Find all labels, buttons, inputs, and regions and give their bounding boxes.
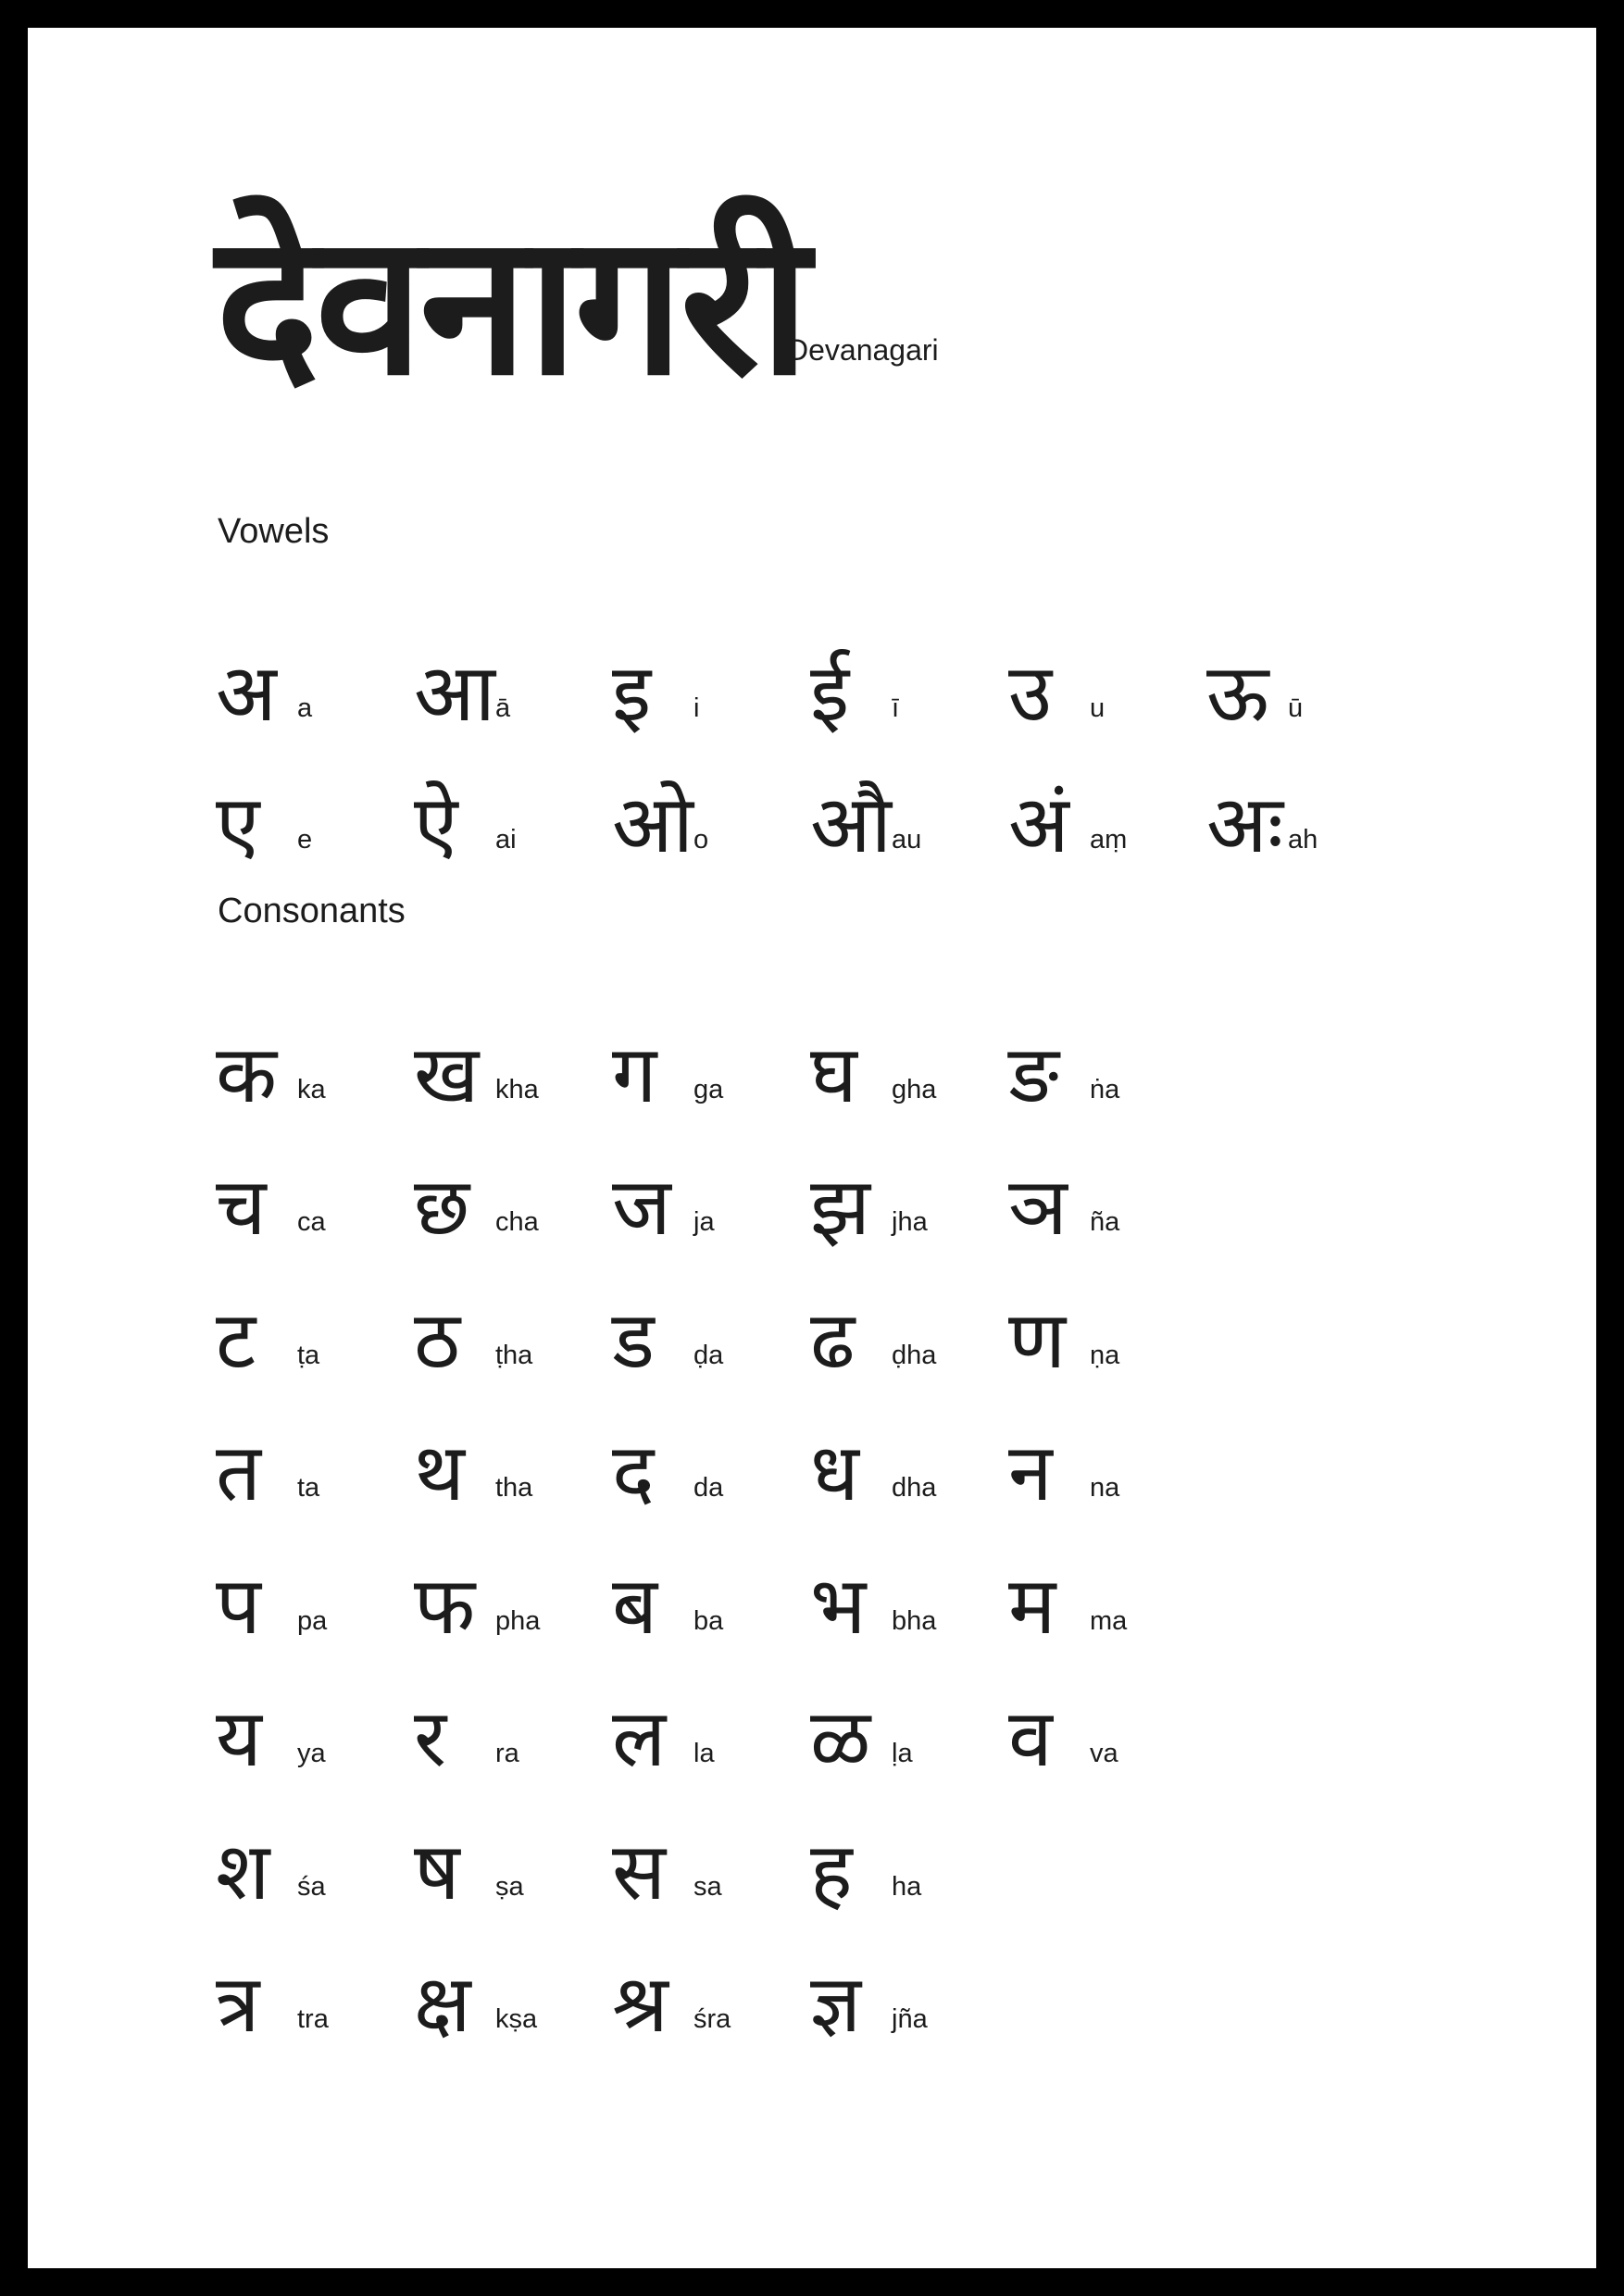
consonant-cell [1008,1247,1206,1387]
consonant-transliteration: pha [495,1605,541,1636]
consonant-cell [612,1513,810,1653]
consonant-cell [810,1778,1008,1918]
consonant-glyph: क [216,1028,278,1121]
consonant-cell [612,1912,810,2051]
consonant-cell [1008,981,1206,1121]
empty-cell [1206,1115,1405,1248]
vowel-cell [1206,733,1405,871]
consonant-glyph: ढ [810,1293,856,1387]
consonant-transliteration: sa [693,1871,722,1902]
vowel-cell [414,733,612,871]
consonant-glyph: ड [612,1293,656,1387]
empty-cell [1206,1513,1405,1646]
vowel-glyph: ऊ [1206,647,1269,740]
consonant-cell [810,981,1008,1121]
poster-sheet [28,28,1596,2268]
vowels-grid [216,602,1405,871]
consonant-cell [612,981,810,1121]
vowel-glyph: अं [1008,779,1069,871]
page-subtitle: Devanagari [787,333,939,367]
consonant-transliteration: ka [297,1074,326,1104]
consonant-glyph: छ [414,1161,470,1254]
consonant-glyph: ल [612,1692,667,1785]
consonant-cell [414,1646,612,1785]
page-title: देवनागरी [216,192,806,418]
consonant-glyph: द [612,1427,655,1519]
consonant-cell [612,1380,810,1519]
consonant-cell [810,1912,1008,2051]
empty-cell [1008,1912,1206,2045]
vowel-glyph: आ [414,647,495,740]
consonant-glyph: ट [216,1293,256,1387]
consonant-transliteration: va [1090,1739,1118,1768]
consonant-glyph: ग [612,1028,657,1121]
vowel-transliteration: ū [1288,693,1304,723]
consonant-cell [612,1247,810,1387]
consonant-glyph: व [1008,1692,1053,1785]
consonant-transliteration: ja [693,1207,715,1237]
vowel-cell [810,733,1008,871]
consonant-glyph: श [216,1825,270,1918]
consonant-transliteration: la [693,1739,715,1768]
vowel-glyph: औ [810,779,892,871]
consonant-transliteration: ṅa [1090,1074,1120,1104]
vowel-transliteration: ā [495,693,511,723]
consonants-grid [216,981,1405,2051]
vowel-transliteration: aṃ [1090,825,1128,855]
vowel-cell [216,602,414,740]
consonant-transliteration: ca [297,1207,326,1237]
consonant-transliteration: ṇa [1090,1340,1120,1370]
consonant-transliteration: ṭa [297,1340,320,1370]
vowels-heading: Vowels [218,512,330,551]
consonant-transliteration: ma [1090,1605,1128,1636]
consonant-transliteration: ba [693,1605,724,1636]
consonant-transliteration: ra [495,1739,519,1768]
empty-cell [1206,1380,1405,1514]
consonant-glyph: त्र [216,1958,260,2051]
consonant-glyph: च [216,1161,267,1254]
consonant-cell [810,1513,1008,1653]
vowel-glyph: अ [216,647,277,740]
vowel-cell [612,733,810,871]
consonant-transliteration: da [693,1473,724,1503]
empty-cell [1206,1247,1405,1380]
vowel-transliteration: i [693,693,700,723]
consonant-transliteration: tra [297,2004,329,2034]
vowel-transliteration: u [1090,693,1106,723]
vowel-transliteration: au [892,825,922,855]
consonant-cell [612,1115,810,1254]
vowel-glyph: ए [216,779,260,871]
consonant-glyph: स [612,1825,667,1918]
consonant-transliteration: śa [297,1871,326,1902]
consonant-glyph: ब [612,1559,658,1653]
consonant-glyph: घ [810,1028,857,1121]
consonant-cell [810,1247,1008,1387]
consonant-cell [216,1247,414,1387]
consonant-glyph: क्ष [414,1958,471,2051]
consonant-transliteration: ha [892,1871,922,1902]
vowel-cell [1008,602,1206,740]
consonant-transliteration: ga [693,1074,724,1104]
vowel-cell [810,602,1008,740]
consonant-transliteration: ḷa [892,1739,913,1768]
consonant-glyph: ष [414,1825,460,1918]
vowel-glyph: अः [1206,779,1284,871]
consonant-glyph: ख [414,1028,480,1121]
consonant-transliteration: cha [495,1207,539,1237]
consonant-transliteration: gha [892,1074,937,1104]
consonant-transliteration: tha [495,1473,533,1503]
consonant-transliteration: bha [892,1605,937,1636]
vowel-cell [1008,733,1206,871]
consonant-transliteration: kṣa [495,2004,538,2034]
consonant-glyph: ळ [810,1692,871,1785]
vowel-transliteration: ah [1288,825,1318,855]
vowel-cell [1206,602,1405,740]
consonant-cell [612,1778,810,1918]
vowel-transliteration: e [297,825,313,855]
consonant-cell [1008,1115,1206,1254]
consonant-glyph: ङ [1008,1028,1059,1121]
consonant-cell [216,1646,414,1785]
vowel-cell [612,602,810,740]
vowel-cell [414,602,612,740]
consonant-transliteration: na [1090,1473,1120,1503]
consonant-cell [414,1247,612,1387]
consonant-cell [810,1646,1008,1785]
consonant-transliteration: ta [297,1473,320,1503]
consonant-glyph: श्र [612,1958,668,2051]
empty-cell [1206,1778,1405,1912]
consonant-transliteration: kha [495,1074,539,1104]
consonant-cell [1008,1513,1206,1653]
vowel-glyph: उ [1008,647,1053,740]
consonant-cell [216,1778,414,1918]
consonant-transliteration: pa [297,1605,328,1636]
consonant-cell [216,1115,414,1254]
consonant-transliteration: ña [1090,1207,1120,1237]
consonant-cell [414,1778,612,1918]
consonant-cell [1008,1646,1206,1785]
vowel-cell [216,733,414,871]
consonant-glyph: प [216,1559,261,1653]
consonant-cell [216,981,414,1121]
consonant-glyph: र [414,1692,447,1785]
consonant-transliteration: ṭha [495,1340,533,1370]
vowel-transliteration: a [297,693,313,723]
consonant-transliteration: jña [892,2004,928,2034]
consonant-cell [414,981,612,1121]
consonant-transliteration: ya [297,1739,326,1768]
consonant-cell [1008,1380,1206,1519]
consonant-cell [414,1380,612,1519]
vowel-glyph: ओ [612,779,693,871]
vowel-glyph: इ [612,647,652,740]
consonant-cell [216,1380,414,1519]
empty-cell [1206,981,1405,1115]
consonant-glyph: ज [612,1161,671,1254]
consonant-transliteration: dha [892,1473,937,1503]
consonant-glyph: ज्ञ [810,1958,862,2051]
consonant-glyph: ह [810,1825,853,1918]
empty-cell [1206,1912,1405,2045]
consonant-transliteration: jha [892,1207,928,1237]
consonant-transliteration: ṣa [495,1871,524,1902]
consonant-glyph: फ [414,1559,476,1653]
consonant-cell [216,1513,414,1653]
vowel-glyph: ई [810,647,850,740]
consonant-glyph: ध [810,1427,859,1519]
vowel-transliteration: ai [495,825,517,855]
consonant-transliteration: śra [693,2004,731,2034]
consonant-glyph: झ [810,1161,871,1254]
consonant-glyph: भ [810,1559,867,1653]
consonant-glyph: त [216,1427,262,1519]
consonant-cell [216,1912,414,2051]
consonant-transliteration: ḍha [892,1340,937,1370]
consonant-cell [414,1513,612,1653]
consonant-cell [414,1115,612,1254]
empty-cell [1008,1778,1206,1912]
consonant-cell [612,1646,810,1785]
consonant-cell [810,1380,1008,1519]
consonant-transliteration: ḍa [693,1340,724,1370]
consonant-glyph: य [216,1692,262,1785]
consonant-glyph: ठ [414,1293,460,1387]
vowel-transliteration: ī [892,693,900,723]
consonant-cell [810,1115,1008,1254]
consonant-glyph: न [1008,1427,1053,1519]
consonants-heading: Consonants [218,892,406,930]
vowel-transliteration: o [693,825,709,855]
consonant-glyph: थ [414,1427,465,1519]
vowel-glyph: ऐ [414,779,458,871]
consonant-glyph: म [1008,1559,1056,1653]
consonant-glyph: ण [1008,1293,1067,1387]
consonant-glyph: ञ [1008,1161,1068,1254]
consonant-cell [414,1912,612,2051]
empty-cell [1206,1646,1405,1779]
